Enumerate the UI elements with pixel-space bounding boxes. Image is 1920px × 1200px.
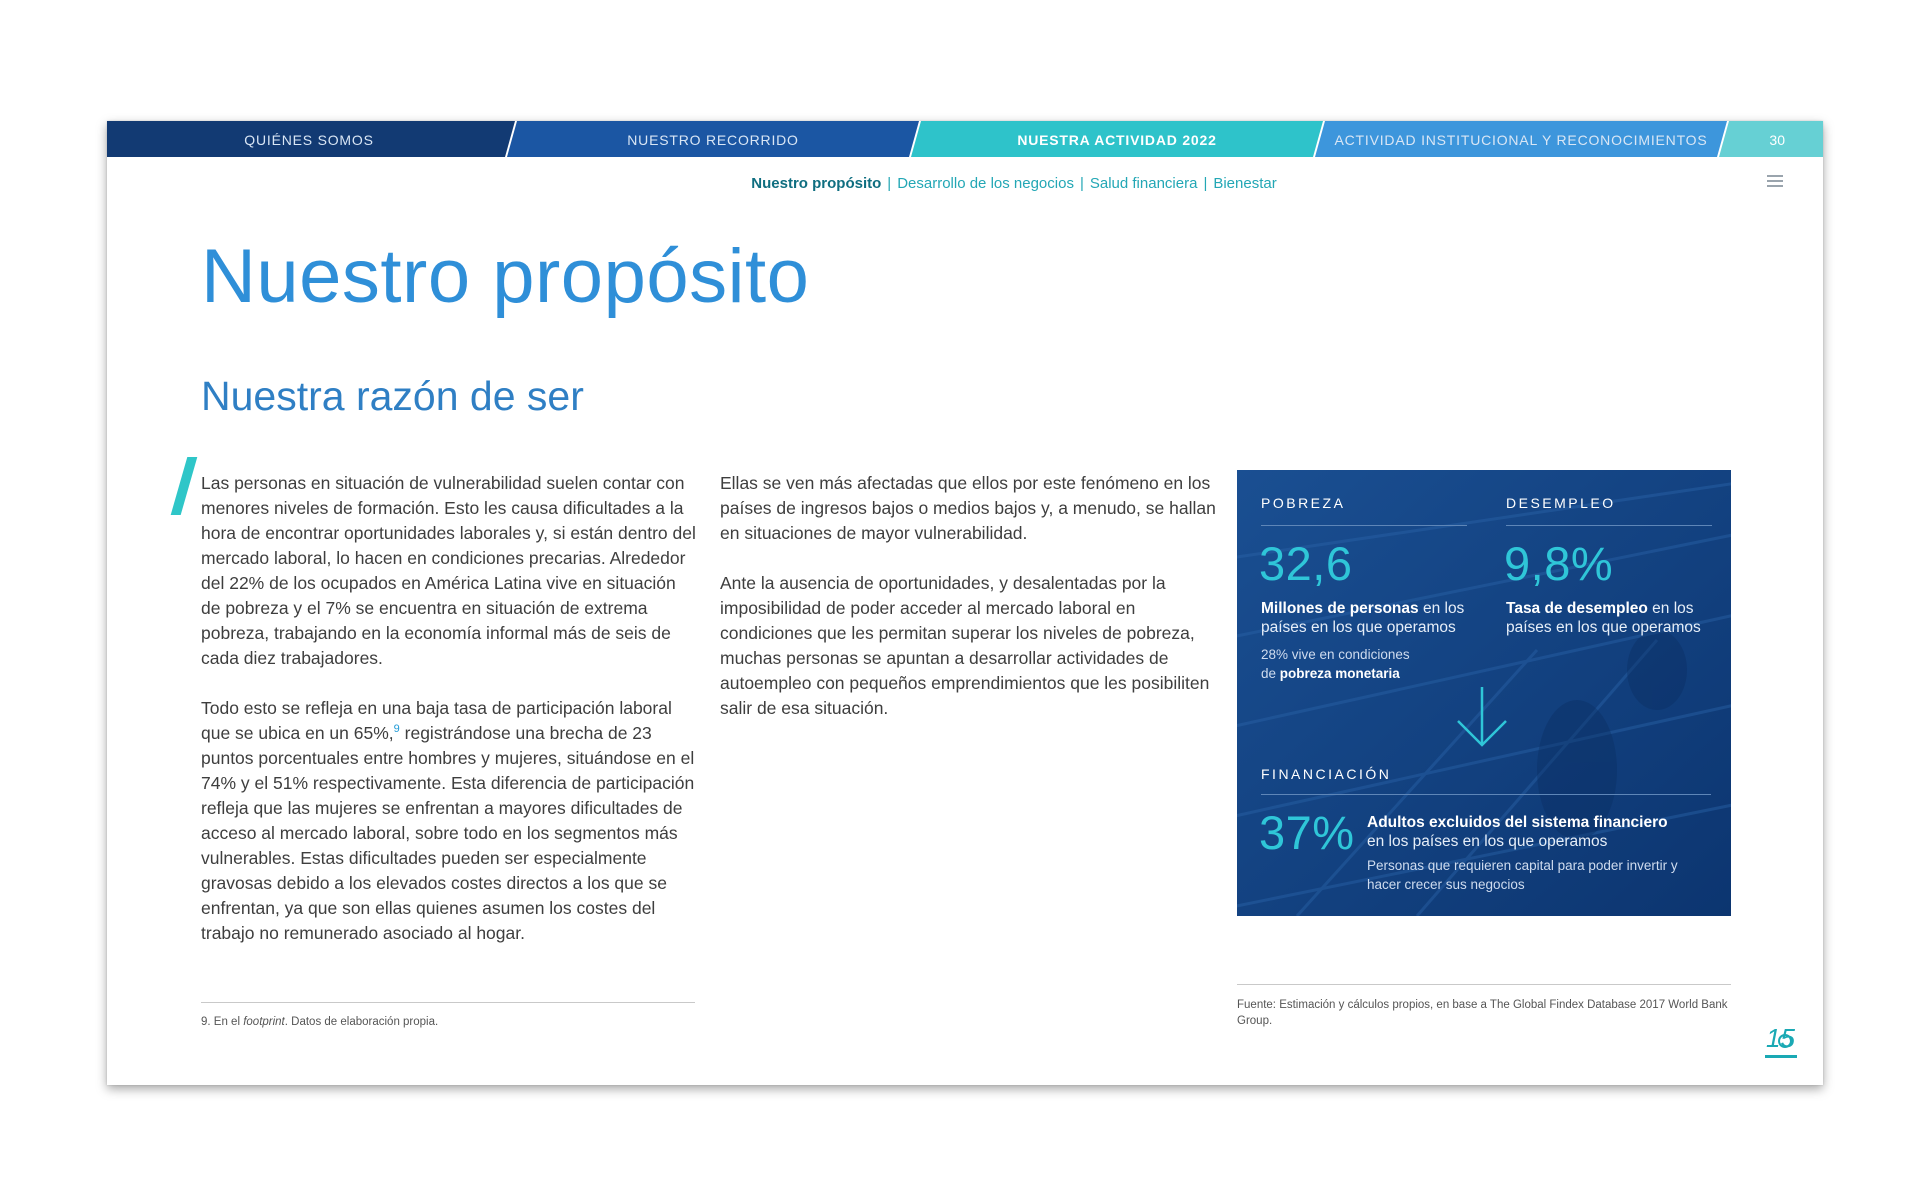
logo-text: 15 — [1766, 1023, 1795, 1053]
paragraph: Ellas se ven más afectadas que ellos por este fenómeno en los países de ingresos bajos o medios bajos y, a menudo, se hallan en situaciones de mayor vulnerabilidad. — [720, 473, 1216, 543]
desempleo-desc-rest: en los países en los que operamos — [1506, 600, 1701, 636]
tab-nuestra-actividad[interactable]: NUESTRA ACTIVIDAD 2022 — [1017, 132, 1217, 148]
financiacion-value: 37% — [1259, 806, 1355, 859]
paragraph-text: registrándose una brecha de 23 puntos porcentuales entre hombres y mujeres, situándose en el 74% y el 51% respectivamente. Esta diferencia de participación refleja que las mujeres se enfrentan a mayores dificultades de acceso al mercado laboral, sobre todo en los segmentos más vulnerables. Estas dificultades pueden ser especialmente gravosas debido a los elevados costes directos a los que se enfrentan, ya que son ellas quienes asumen los costes del trabajo no remunerado asociado al hogar. — [201, 723, 695, 943]
desempleo-label: DESEMPLEO — [1506, 495, 1616, 511]
financiacion-description — [1367, 813, 1717, 851]
subnav-item-salud-financiera[interactable]: Salud financiera — [1089, 175, 1198, 192]
pobreza-label: POBREZA — [1261, 495, 1346, 511]
section-subtitle: Nuestra razón de ser — [201, 373, 584, 419]
pobreza-note-prefix: de — [1261, 666, 1280, 681]
footnote-text: . Datos de elaboración propia. — [284, 1016, 439, 1028]
subnav-item-nuestro-proposito[interactable]: Nuestro propósito — [751, 175, 882, 192]
statistics-infographic — [1237, 470, 1731, 916]
pobreza-note — [1261, 645, 1481, 683]
pobreza-desc-bold: Millones de personas — [1261, 600, 1419, 617]
desempleo-desc-bold: Tasa de desempleo — [1506, 600, 1648, 617]
desempleo-rule — [1506, 525, 1712, 526]
footnote — [201, 1016, 438, 1028]
financiacion-desc-rest: en los países en los que operamos — [1367, 833, 1608, 850]
arrow-down-icon — [1455, 685, 1509, 751]
page-title: Nuestro propósito — [201, 234, 810, 319]
footnote-divider — [201, 1002, 695, 1003]
pobreza-desc-rest: en los países en los que operamos — [1261, 600, 1465, 636]
source-note: Fuente: Estimación y cálculos propios, en base a The Global Findex Database 2017 World Bank Group. — [1237, 999, 1728, 1027]
subnav-item-bienestar[interactable]: Bienestar — [1213, 175, 1277, 192]
desempleo-value: 9,8% — [1504, 537, 1614, 590]
hamburger-icon[interactable] — [1767, 175, 1783, 189]
text-column-1 — [201, 471, 696, 971]
tab-quienes-somos[interactable]: QUIÉNES SOMOS — [244, 132, 374, 148]
financiacion-label: FINANCIACIÓN — [1261, 766, 1392, 782]
quote-slash-decoration — [171, 457, 198, 515]
tab-nuestro-recorrido[interactable]: NUESTRO RECORRIDO — [627, 132, 799, 148]
financiacion-rule — [1261, 794, 1711, 795]
financiacion-desc-bold: Adultos excluidos del sistema financiero — [1367, 814, 1668, 831]
desempleo-description — [1506, 599, 1721, 637]
financiacion-note: Personas que requieren capital para poder invertir y hacer crecer sus negocios — [1367, 858, 1678, 892]
tab-actividad-institucional[interactable]: ACTIVIDAD INSTITUCIONAL Y RECONOCIMIENTOS — [1334, 132, 1708, 148]
subnav-separator: | — [1203, 175, 1208, 192]
paragraph — [201, 696, 696, 946]
text-column-2 — [720, 471, 1220, 746]
pobreza-description — [1261, 599, 1481, 637]
subnav-separator: | — [887, 175, 892, 192]
sub-navigation — [107, 175, 1823, 192]
source-divider — [1237, 984, 1731, 985]
subnav-item-desarrollo-negocios[interactable]: Desarrollo de los negocios — [897, 175, 1074, 192]
pobreza-value: 32,6 — [1259, 537, 1353, 590]
footnote-text: 9. En el — [201, 1016, 244, 1028]
paragraph: Las personas en situación de vulnerabilidad suelen contar con menores niveles de formación. Esto les causa dificultades a la hora de encontrar oportunidades laborales y, si están dentro del mercado laboral, lo hacen en condiciones precarias. Alrededor del 22% de los ocupados en América Latina vive en situación de pobreza y el 7% se encuentra en situación de extrema pobreza, trabajando en la economía informal más de seis de cada diez trabajadores. — [201, 473, 696, 668]
pobreza-rule — [1261, 525, 1467, 526]
paragraph: Ante la ausencia de oportunidades, y desalentadas por la imposibilidad de poder acceder al mercado laboral en condiciones que les permitan superar los niveles de pobreza, muchas personas se apuntan a desarrollar actividades de autoempleo con pequeños emprendimientos que les posibiliten salir de esa situación. — [720, 573, 1210, 718]
pobreza-note-bold: pobreza monetaria — [1279, 666, 1400, 681]
paragraph-text: Todo esto se refleja en una baja tasa de participación laboral que se ubica en un 65%, — [201, 698, 672, 743]
footnote-italic: footprint — [243, 1016, 285, 1028]
pobreza-note-line: 28% vive en condiciones — [1261, 647, 1410, 662]
page-number: 30 — [1769, 132, 1785, 148]
footnote-reference[interactable]: 9 — [393, 723, 400, 736]
document-page — [107, 121, 1823, 1085]
subnav-separator: | — [1079, 175, 1084, 192]
section-tab-bar — [107, 121, 1823, 157]
anniversary-logo-icon — [1763, 1023, 1799, 1065]
